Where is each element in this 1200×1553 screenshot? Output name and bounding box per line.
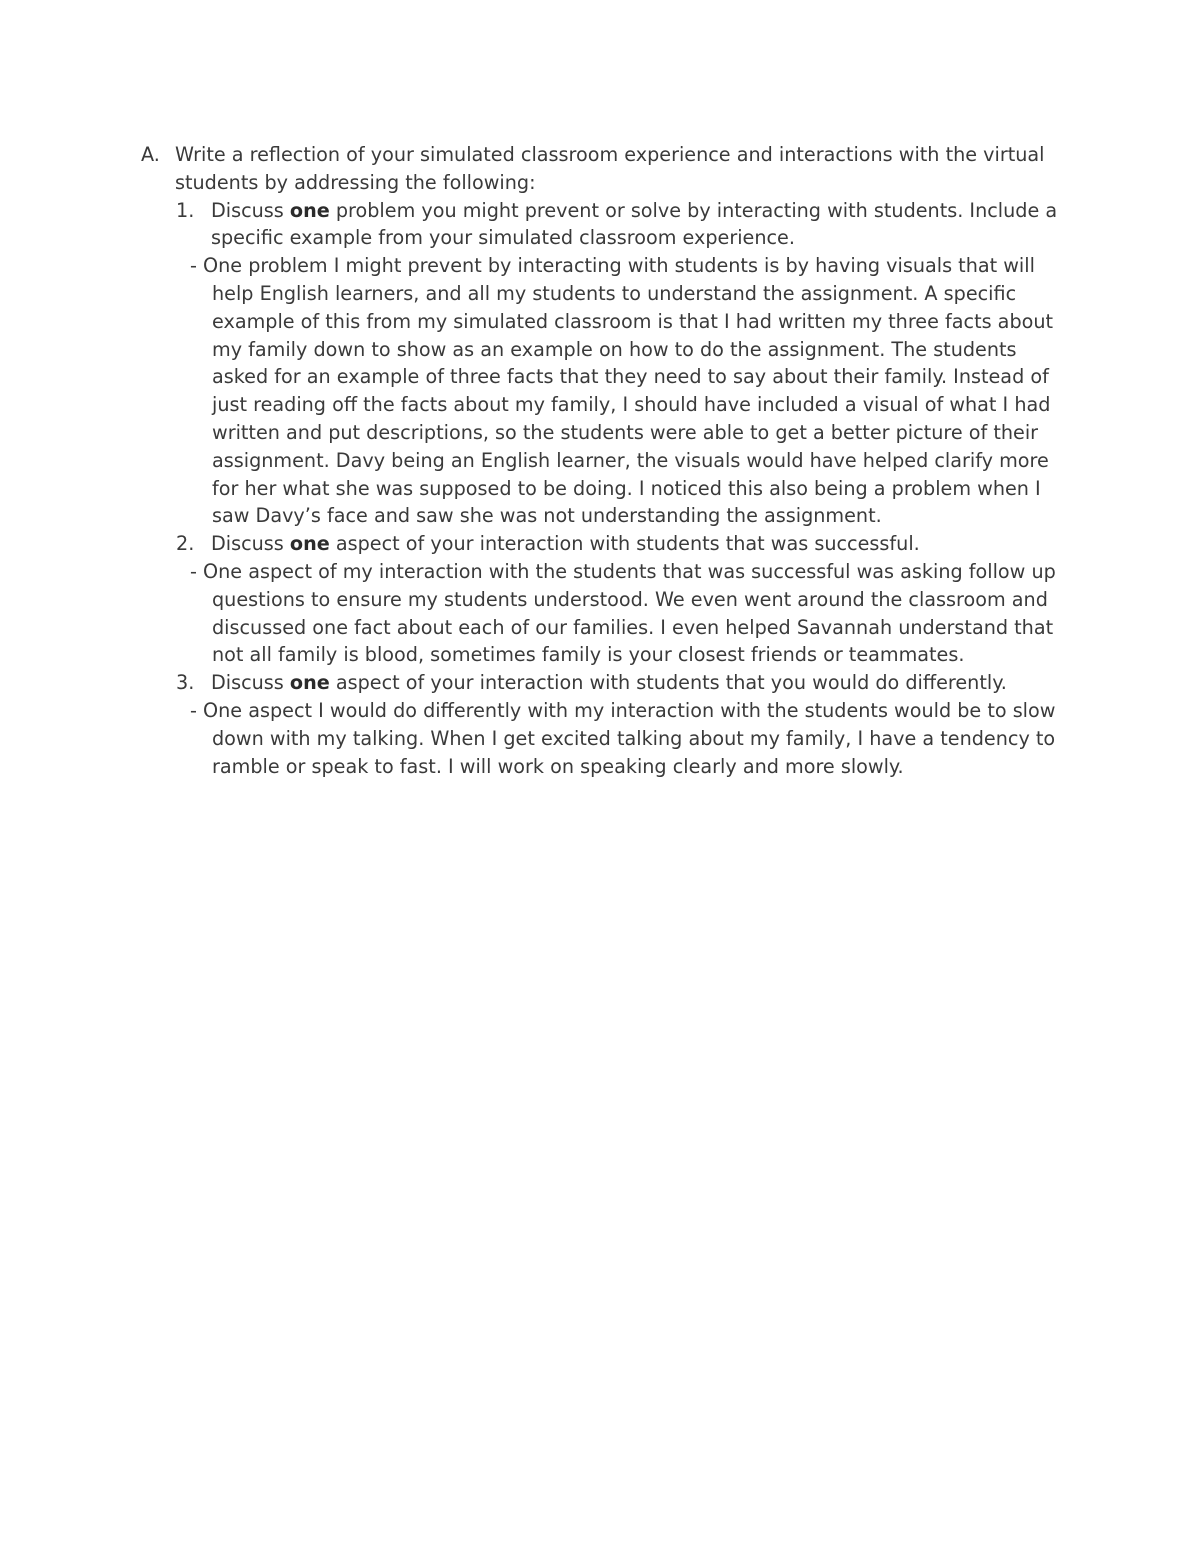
answer-text: One problem I might prevent by interacting with students is by having visuals that will help English learners, and all my students to understand the assignment. A specific example of this from my simulated classroom is that I had written my three facts about my family down to show as an example on how to do the assignment. The students asked for an example of three facts that they need to say about their family. Instead of just reading off the facts about my family, I should have included a visual of what I had written and put descriptions, so the students were able to get a better picture of their assignment. Davy being an English learner, the visuals would have helped clarify more for her what she was supposed to be doing. I noticed this also being a problem when I saw Davy’s face and saw she was not understanding the assignment. — [203, 254, 1054, 528]
question-prompt-post: aspect of your interaction with students that you would do differently. — [329, 671, 1007, 695]
document-body — [141, 141, 1071, 780]
answer-dash: - — [190, 559, 197, 583]
question-number: 3. — [176, 671, 195, 695]
answer-2 — [141, 558, 1071, 669]
answer-3 — [141, 697, 1071, 780]
question-prompt-pre: Discuss — [211, 198, 290, 222]
question-prompt-pre: Discuss — [211, 532, 290, 556]
answer-dash: - — [190, 698, 197, 722]
question-number: 1. — [176, 198, 195, 222]
question-2 — [141, 530, 1071, 558]
answer-1 — [141, 252, 1071, 530]
question-3 — [141, 669, 1071, 697]
section-a-label: A. — [141, 143, 160, 166]
answer-text: One aspect I would do differently with my interaction with the students would be to slow down with my talking. When I get excited talking about my family, I have a tendency to ramble or speak to fast. I will work on speaking clearly and more slowly. — [203, 698, 1056, 778]
section-a — [141, 141, 1071, 197]
question-1 — [141, 197, 1071, 253]
section-a-text: Write a reflection of your simulated classroom experience and interactions with the virtual students by addressing the following: — [175, 143, 1045, 194]
question-prompt-post: aspect of your interaction with students that was successful. — [329, 532, 920, 556]
question-prompt-bold: one — [289, 532, 330, 556]
question-prompt-pre: Discuss — [211, 671, 290, 695]
question-prompt-bold: one — [289, 671, 330, 695]
answer-dash: - — [190, 254, 197, 278]
question-number: 2. — [176, 532, 195, 556]
question-prompt-post: problem you might prevent or solve by interacting with students. Include a specific example from your simulated classroom experience. — [211, 198, 1058, 250]
question-prompt-bold: one — [289, 198, 330, 222]
answer-text: One aspect of my interaction with the students that was successful was asking follow up questions to ensure my students understood. We even went around the classroom and discussed one fact about each of our families. I even helped Savannah understand that not all family is blood, sometimes family is your closest friends or teammates. — [203, 559, 1056, 667]
